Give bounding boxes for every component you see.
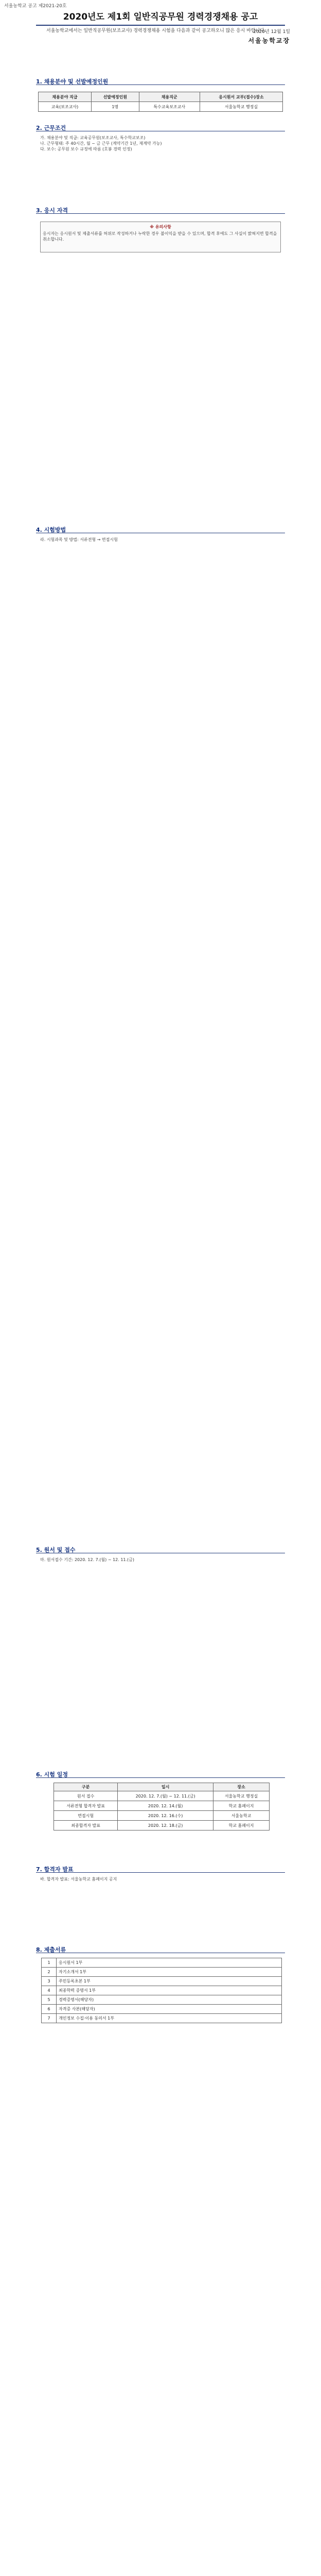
table-cell: 2020. 12. 7.(월) ~ 12. 11.(금) — [118, 1791, 213, 1801]
table-row — [42, 2005, 282, 2014]
table-cell: 1명 — [91, 102, 139, 112]
intro-text: 서울농학교에서는 일반직공무원(보조교사) 경력경쟁채용 시험을 다음과 같이 공고하오니 많은 응시 바랍니다. — [46, 28, 266, 33]
table-header-cell: 선발예정인원 — [91, 92, 139, 102]
row-number: 3 — [42, 1977, 57, 1986]
application-text — [40, 1557, 281, 1563]
row-number: 6 — [42, 2005, 57, 2014]
table-cell: 주민등록초본 1부 — [57, 1977, 282, 1986]
issuer: 서울농학교장 — [248, 37, 290, 44]
table-cell: 교육(보조교사) — [39, 102, 92, 112]
section-method — [36, 526, 285, 534]
section-title: 5. 원서 및 접수 — [36, 1547, 76, 1553]
section-title: 7. 합격자 발표 — [36, 1866, 74, 1873]
table-row — [42, 1995, 282, 2005]
notice-box — [40, 222, 281, 252]
table-row — [39, 102, 283, 112]
section-title: 1. 채용분야 및 선발예정인원 — [36, 78, 109, 85]
paragraph: 다. 보수: 공무원 보수 규정에 따름 (호봉 경력 인정) — [40, 147, 132, 151]
table-row — [42, 1958, 282, 1968]
notice-date: 2020년 12월 1일 — [253, 29, 290, 35]
recruitment-table — [38, 92, 283, 112]
table-cell: 자격증 사본(해당자) — [57, 2005, 282, 2014]
table-row — [54, 1821, 270, 1831]
paragraph: 가. 채용분야 및 직급: 교육공무원(보조교사, 특수학교보조) — [40, 135, 146, 140]
table-cell: 원서 접수 — [54, 1791, 118, 1801]
paragraph: 마. 원서접수 기간: 2020. 12. 7.(월) ~ 12. 11.(금) — [40, 1557, 135, 1562]
table-cell: 특수교육보조교사 — [139, 102, 200, 112]
document-title: 2020년도 제1회 일반직공무원 경력경쟁채용 공고 — [63, 12, 258, 22]
document-header — [0, 0, 321, 57]
table-row — [54, 1811, 270, 1821]
table-cell: 최종학력 증명서 1부 — [57, 1986, 282, 1995]
paragraph: 나. 근무형태: 주 40시간, 월 ~ 금 근무 (계약기간 1년, 재계약 가능) — [40, 141, 162, 146]
section-documents — [36, 1945, 285, 1954]
paragraph: 라. 시험과목 및 방법: 서류전형 → 면접시험 — [40, 537, 118, 542]
table-cell: 2020. 12. 14.(월) — [118, 1801, 213, 1811]
section-title: 3. 응시 자격 — [36, 207, 68, 214]
section-announcement — [36, 1865, 285, 1873]
row-number: 7 — [42, 2014, 57, 2023]
notice-title: ※ 유의사항 — [150, 225, 171, 229]
section-recruitment — [36, 77, 285, 86]
table-cell: 2020. 12. 16.(수) — [118, 1811, 213, 1821]
paragraph: 바. 합격자 발표: 서울농학교 홈페이지 공지 — [40, 1877, 117, 1882]
notice-number: 서울농학교 공고 제2021-20호 — [4, 4, 67, 9]
table-cell: 서류전형 합격자 발표 — [54, 1801, 118, 1811]
table-row — [42, 1968, 282, 1977]
table-cell: 자기소개서 1부 — [57, 1968, 282, 1977]
section-title: 8. 제출서류 — [36, 1946, 66, 1953]
table-row — [54, 1801, 270, 1811]
table-cell: 2020. 12. 18.(금) — [118, 1821, 213, 1831]
conditions-text — [40, 135, 281, 152]
row-number: 5 — [42, 1995, 57, 2005]
table-cell: 개인정보 수집·이용 동의서 1부 — [57, 2014, 282, 2023]
table-header-cell: 구분 — [54, 1783, 118, 1791]
section-title: 2. 근무조건 — [36, 125, 66, 131]
row-number: 4 — [42, 1986, 57, 1995]
section-title: 4. 시험방법 — [36, 527, 66, 533]
table-cell: 응시원서 1부 — [57, 1958, 282, 1968]
section-eligibility — [36, 206, 285, 214]
section-title: 6. 시험 일정 — [36, 1771, 68, 1778]
table-cell: 서울농학교 행정실 — [200, 102, 282, 112]
table-header-row — [39, 92, 283, 102]
schedule-table — [53, 1783, 270, 1831]
table-header-cell: 장소 — [213, 1783, 270, 1791]
row-number: 1 — [42, 1958, 57, 1968]
table-row — [54, 1791, 270, 1801]
table-row — [42, 2014, 282, 2023]
table-cell: 경력증명서(해당자) — [57, 1995, 282, 2005]
table-header-cell: 응시원서 교부(접수)장소 — [200, 92, 282, 102]
table-header-row — [54, 1783, 270, 1791]
title-divider — [36, 25, 285, 26]
table-header-cell: 채용분야 직급 — [39, 92, 92, 102]
table-cell: 서울농학교 — [213, 1811, 270, 1821]
section-divider — [36, 1777, 285, 1778]
table-row — [42, 1986, 282, 1995]
notice-text: 응시자는 응시원서 및 제출서류를 허위로 작성하거나 누락한 경우 불이익을 받을 수 있으며, 합격 후에도 그 사실이 밝혀지면 합격을 취소합니다. — [43, 231, 277, 242]
announcement-text — [40, 1876, 281, 1882]
table-cell: 학교 홈페이지 — [213, 1801, 270, 1811]
section-schedule — [36, 1770, 285, 1778]
method-text — [40, 537, 281, 543]
section-divider — [36, 84, 285, 85]
table-cell: 최종합격자 발표 — [54, 1821, 118, 1831]
table-cell: 서울농학교 행정실 — [213, 1791, 270, 1801]
table-cell: 면접시험 — [54, 1811, 118, 1821]
table-header-cell: 일시 — [118, 1783, 213, 1791]
table-row — [42, 1977, 282, 1986]
documents-table — [41, 1958, 282, 2023]
section-divider — [36, 213, 285, 214]
section-divider — [36, 1872, 285, 1873]
row-number: 2 — [42, 1968, 57, 1977]
table-cell: 학교 홈페이지 — [213, 1821, 270, 1831]
section-conditions — [36, 124, 285, 132]
section-application — [36, 1546, 285, 1554]
table-header-cell: 채용직군 — [139, 92, 200, 102]
